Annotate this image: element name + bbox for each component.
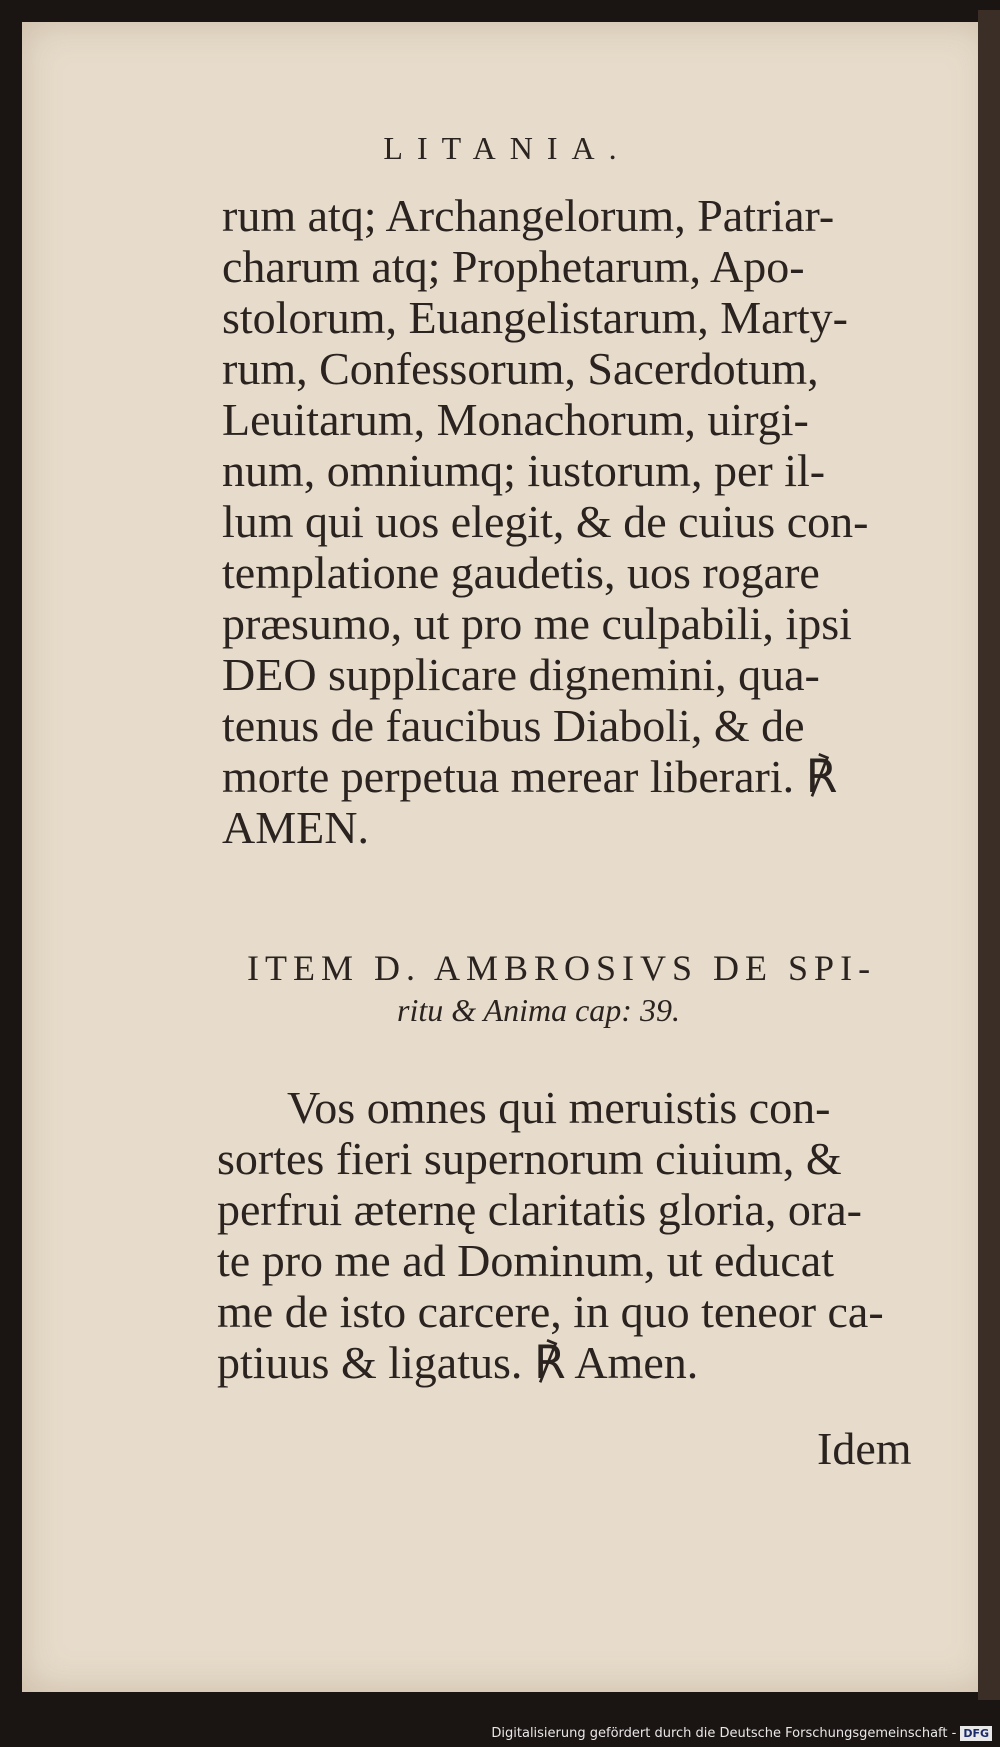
- text-line: stolorum, Euangelistarum, Marty-: [222, 292, 848, 343]
- prayer-text: [217, 1082, 942, 1388]
- catchword: Idem: [817, 1423, 912, 1474]
- text-line: rum, Confessorum, Sacerdotum,: [222, 343, 819, 394]
- text-line: DEO supplicare dignemini, qua-: [222, 649, 820, 700]
- text-line: præsumo, ut pro me culpabili, ipsi: [222, 598, 852, 649]
- text-line: me de isto carcere, in quo teneor ca-: [217, 1286, 884, 1337]
- text-line: charum atq; Prophetarum, Apo-: [222, 241, 805, 292]
- section-subheading: ritu & Anima cap: 39.: [397, 992, 680, 1028]
- running-head: LITANIA.: [383, 130, 631, 166]
- book-edge: [978, 10, 1000, 1700]
- text-line: AMEN.: [222, 802, 369, 853]
- text-line: lum qui uos elegit, & de cuius con-: [222, 496, 869, 547]
- text-line: Leuitarum, Monachorum, uirgi-: [222, 394, 809, 445]
- text-line: sortes fieri supernorum ciuium, &: [217, 1133, 842, 1184]
- text-line: num, omniumq; iustorum, per il-: [222, 445, 826, 496]
- text-line: templatione gaudetis, uos rogare: [222, 547, 820, 598]
- section-heading: ITEM D. AMBROSIVS DE SPI-: [247, 948, 877, 988]
- text-line: te pro me ad Dominum, ut educat: [217, 1235, 835, 1286]
- text-line: tenus de faucibus Diaboli, & de: [222, 700, 805, 751]
- litany-body-text: [222, 190, 942, 853]
- footer-text: Digitalisierung gefördert durch die Deutsche Forschungsgemeinschaft -: [491, 1726, 957, 1741]
- book-page: [22, 22, 992, 1692]
- text-line: perfrui æternę claritatis gloria, ora-: [217, 1184, 862, 1235]
- dfg-logo-icon: DFG: [960, 1726, 992, 1741]
- text-line: morte perpetua merear liberari. ℟: [222, 751, 838, 802]
- text-line: rum atq; Archangelorum, Patriar-: [222, 190, 835, 241]
- text-line: Vos omnes qui meruistis con-: [287, 1082, 831, 1133]
- text-line: ptiuus & ligatus. ℟ Amen.: [217, 1337, 699, 1388]
- digitization-footer: [491, 1726, 992, 1741]
